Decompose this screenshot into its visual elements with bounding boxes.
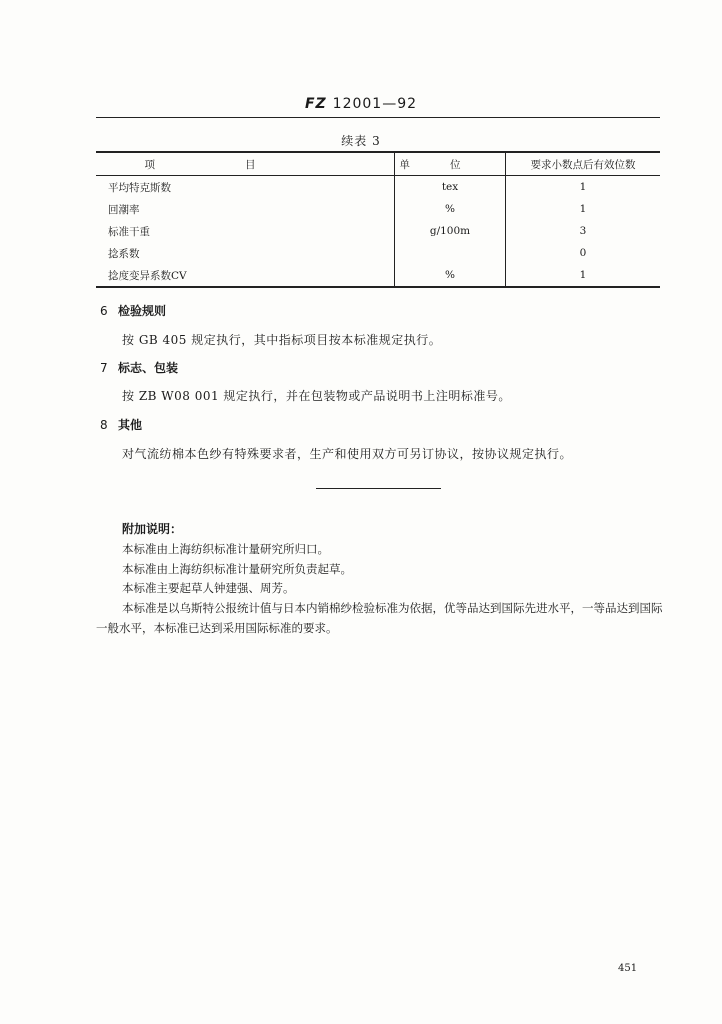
section-number: 6	[100, 304, 108, 318]
table-row	[96, 264, 660, 287]
table-row	[96, 242, 660, 264]
section-title: 检验规则	[118, 304, 167, 318]
header-rule	[96, 117, 660, 118]
addendum-line: 本标准由上海纺织标准计量研究所归口。	[122, 542, 329, 556]
standard-code: 12001—92	[332, 96, 418, 112]
addendum-line: 本标准由上海纺织标准计量研究所负责起草。	[122, 562, 352, 576]
cell-digits: 1	[579, 203, 587, 215]
table-row	[96, 198, 660, 220]
cell-item: 回潮率	[108, 203, 140, 216]
cell-unit: %	[395, 264, 506, 287]
cell-unit: g/100m	[395, 220, 506, 242]
section-title: 其他	[118, 418, 143, 432]
section-number: 8	[100, 418, 108, 432]
cell-unit: tex	[395, 176, 506, 199]
table-header-row	[96, 152, 660, 176]
cell-digits: 1	[506, 264, 661, 287]
cell-digits: 0	[579, 247, 587, 259]
cell-item: 捻系数	[108, 247, 140, 260]
cell-unit	[395, 242, 506, 264]
column-header-digits: 要求小数点后有效位数	[506, 152, 661, 176]
cell-digits: 1	[579, 181, 587, 193]
section-body-inspection: 按 GB 405 规定执行，其中指标项目按本标准规定执行。	[122, 333, 442, 347]
addendum-line: 本标准主要起草人钟建强、周芳。	[122, 581, 295, 595]
section-heading-other	[100, 416, 142, 433]
end-divider	[316, 488, 441, 489]
table-caption: 续表 3	[341, 134, 381, 148]
page-number: 451	[618, 963, 638, 974]
section-heading-marking	[100, 359, 178, 376]
table-row	[96, 220, 660, 242]
addendum-title: 附加说明：	[122, 522, 183, 536]
cell-item: 平均特克斯数	[108, 181, 171, 194]
column-header-unit: 单位	[395, 152, 506, 176]
section-heading-inspection	[100, 302, 166, 319]
cell-item: 标准干重	[108, 225, 150, 238]
spec-table	[96, 151, 660, 288]
section-body-other: 对气流纺棉本色纱有特殊要求者，生产和使用双方可另订协议，按协议规定执行。	[122, 447, 573, 461]
document-header	[0, 96, 722, 112]
section-body-marking: 按 ZB W08 001 规定执行，并在包装物或产品说明书上注明标准号。	[122, 389, 511, 403]
table-row	[96, 176, 660, 199]
column-header-item: 项目	[96, 152, 395, 176]
addendum-paragraph: 本标准是以乌斯特公报统计值与日本内销棉纱检验标准为依据，优等品达到国际先进水平，一等品达到国际一般水平，本标准已达到采用国际标准的要求。	[96, 601, 663, 635]
cell-digits: 3	[579, 225, 587, 237]
cell-unit: %	[395, 198, 506, 220]
section-number: 7	[100, 361, 108, 375]
standard-prefix: FZ	[304, 96, 327, 112]
section-title: 标志、包装	[118, 361, 179, 375]
cell-item: 捻度变异系数CV	[96, 264, 395, 287]
